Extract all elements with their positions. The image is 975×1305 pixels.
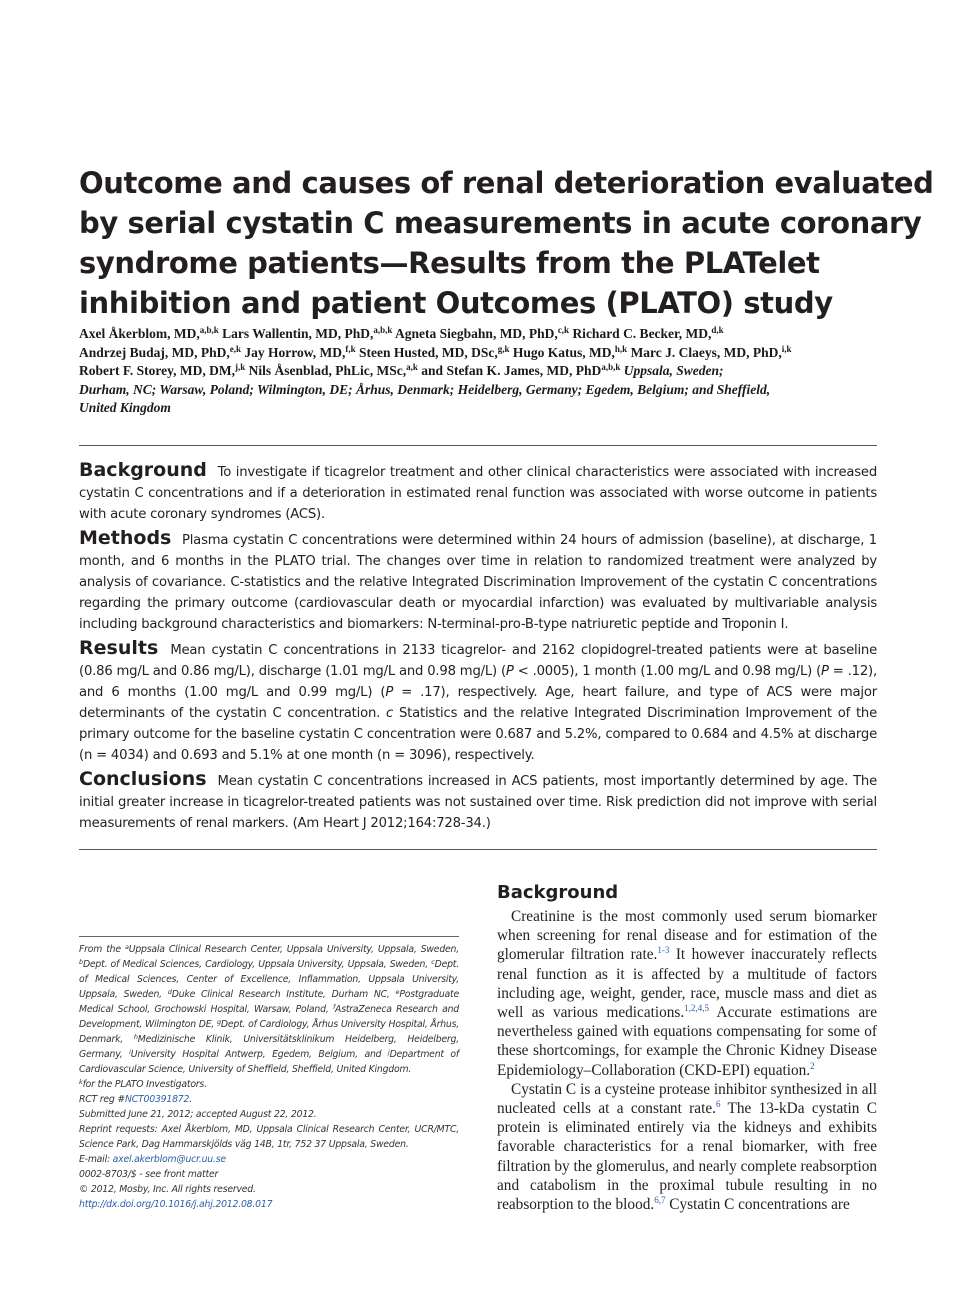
author-name: Agneta Siegbahn, MD, PhD, (395, 326, 558, 341)
abstract-bottom-rule (79, 849, 877, 850)
title-line: syndrome patients—Results from the PLATelet (79, 246, 820, 280)
body-paragraph (497, 1080, 877, 1214)
affiliation-mark: e,k (229, 343, 241, 354)
title-line: by serial cystatin C measurements in acute coronary (79, 206, 922, 240)
footnote-text: Dept. of Medical Sciences, Cardiology, Uppsala University, Uppsala, Sweden, (82, 959, 432, 970)
affiliation-mark: g,k (497, 343, 510, 354)
footnote-text: From the (79, 944, 125, 955)
body-paragraph (497, 907, 877, 1080)
abstract-heading: Methods (79, 527, 172, 549)
affiliation-mark: j,k (234, 362, 246, 372)
body-text (497, 907, 877, 1214)
footnote-text: AstraZeneca Research and Development, Wilmington DE, (79, 1004, 460, 1030)
citation-link[interactable]: 6 (715, 1099, 721, 1110)
email-link[interactable]: axel.akerblom@ucr.uu.se (112, 1154, 226, 1165)
footnote-mark: k (79, 1078, 83, 1086)
abstract-text: < .0005), 1 month (1.00 mg/L and 0.98 mg/L) ( (513, 664, 822, 679)
footnote-mark: a (124, 943, 129, 951)
author-line (79, 325, 879, 344)
footnote-text: Dept. of Medical Sciences, Center of Excellence, Inflammation, Uppsala University, Uppsala, Sweden, (79, 959, 459, 1000)
footnote-mark: j (387, 1048, 390, 1056)
c-statistic-symbol: c (386, 706, 394, 721)
title-line: Outcome and causes of renal deterioration evaluated (79, 166, 934, 200)
article-title (79, 163, 934, 323)
author-name: Jay Horrow, MD, (244, 344, 346, 360)
abstract-heading: Background (79, 459, 207, 481)
affiliation-text: Durham, NC; Warsaw, Poland; Wilmington, DE; Århus, Denmark; Heidelberg, Germany; Egedem, Belgium; and Sheffield, (79, 381, 771, 397)
footnote-mark: b (79, 958, 83, 966)
footnote-mark: h (133, 1033, 138, 1041)
issn-footnote: 0002-8703/$ - see front matter (79, 1169, 219, 1180)
affiliation-mark: a,b,k (601, 362, 621, 372)
affiliation-mark: a,b,k (199, 325, 219, 335)
abstract-text: = .12), and 6 months (1.00 mg/L and 0.99 mg/L) ( (79, 664, 877, 700)
abstract-text: Statistics and the relative Integrated Discrimination Improvement of the primary outcome for the baseline cystatin C concentration were 0.687 and 5.2%, compared to 0.684 and 4.5% at discharge (n = 4034) and 0.693 and 5.1% at one month (n = 3096), respectively. (79, 706, 877, 763)
author-name: Marc J. Claeys, MD, PhD, (630, 344, 782, 360)
investigators-footnote (79, 1077, 459, 1092)
footnote-rule (79, 936, 459, 937)
footnote-mark: e (395, 988, 400, 996)
p-value-symbol: P (385, 685, 394, 700)
author-name: Hugo Katus, MD, (512, 344, 615, 360)
submitted-footnote: Submitted June 21, 2012; accepted August 22, 2012. (79, 1109, 317, 1120)
author-line (79, 344, 879, 363)
footnotes (79, 942, 459, 1212)
abstract-heading: Conclusions (79, 768, 207, 790)
rct-footnote (79, 1092, 459, 1107)
abstract-text: Mean cystatin C concentrations increased in ACS patients, most importantly determined by age. The initial greater increase in ticagrelor-treated patients was not sustained over time. Risk prediction did not improve with serial measurements of renal markers. (Am Heart J 2012;164:728-34.) (79, 774, 877, 831)
footnote-text: Medizinische Klinik, Universitätsklinikum Heidelberg, Heidelberg, Germany, (79, 1034, 459, 1060)
affiliation-mark: h,k (614, 343, 628, 354)
author-name: Lars Wallentin, MD, PhD, (222, 326, 374, 341)
abstract-text: = .17), respectively. Age, heart failure, and type of ACS were major determinants of the cystatin C concentration. (79, 685, 877, 721)
abstract-text: Mean cystatin C concentrations in 2133 ticagrelor- and 2162 clopidogrel-treated patients were at baseline (0.86 mg/L and 0.86 mg/L), discharge (1.01 mg/L and 0.98 mg/L) ( (79, 643, 878, 679)
author-name: Robert F. Storey, MD, DM, (79, 363, 235, 378)
citation-link[interactable]: 6,7 (654, 1195, 666, 1206)
section-heading: Background (497, 882, 619, 903)
email-footnote (79, 1152, 459, 1167)
affiliation-mark: d,k (711, 325, 724, 335)
doi-link[interactable]: http://dx.doi.org/10.1016/j.ahj.2012.08.017 (79, 1199, 273, 1210)
affiliation-mark: a,b,k (373, 325, 393, 335)
body-sentence: Cystatin C is a cysteine protease inhibitor synthesized in all nucleated cells at a constant rate. (497, 1080, 877, 1118)
title-line: inhibition and patient Outcomes (PLATO) study (79, 286, 833, 320)
footnote-text: Duke Clinical Research Institute, Durham NC, (171, 989, 396, 1000)
footnote-text: RCT reg # (79, 1094, 125, 1105)
rct-link[interactable]: NCT00391872 (124, 1094, 190, 1105)
abstract-heading: Results (79, 637, 159, 659)
reprint-footnote: Reprint requests: Axel Åkerblom, MD, Uppsala Clinical Research Center, UCR/MTC, Science Park, Dag Hammarskjölds väg 14B, 1tr, 752 37 Uppsala, Sweden. (79, 1124, 459, 1150)
author-name: Nils Åsenblad, PhLic, MSc, (248, 363, 407, 378)
author-name: Steen Husted, MD, DSc, (359, 344, 498, 360)
footnote-mark: g (216, 1018, 221, 1026)
body-sentence: The 13-kDa cystatin C protein is eliminated entirely via the kidneys and exhibits favorable characteristics for a renal biomarker, with free filtration by the glomerulus, and nearly complete reabsorption and catabolism in the proximal tubule resulting in no reabsorption to the blood. (497, 1100, 877, 1214)
body-sentence: Cystatin C concentrations are (665, 1196, 850, 1214)
affiliations-footnote (79, 942, 459, 1077)
footnote-text: E-mail: (79, 1154, 113, 1165)
author-name: and Stefan K. James, MD, PhD (421, 363, 602, 378)
abstract-text: Plasma cystatin C concentrations were determined within 24 hours of admission (baseline), at discharge, 1 month, and 6 months in the PLATO trial. The changes over time in relation to randomized treatment were analyzed by analysis of covariance. C-statistics and the relative Integrated Discrimination Improvement of the cystatin C concentrations regarding the primary outcome (cardiovascular death or myocardial infarction) was evaluated by multivariable analysis including background characteristics and biomarkers: N-terminal-pro-B-type natriuretic peptide and Troponin I. (79, 533, 877, 632)
footnote-mark: i (129, 1048, 131, 1056)
p-value-symbol: P (505, 664, 514, 679)
citation-link[interactable]: 2 (810, 1060, 815, 1071)
footnote-text: for the PLATO Investigators. (82, 1079, 207, 1090)
footnote-text: . (189, 1094, 192, 1105)
p-value-symbol: P (821, 664, 829, 679)
abstract-results (79, 638, 877, 766)
footnote-mark: c (431, 958, 435, 966)
footnote-text: Uppsala Clinical Research Center, Uppsala University, Uppsala, Sweden, (128, 944, 459, 955)
footnote-mark: d (167, 988, 172, 996)
abstract-conclusions (79, 769, 877, 834)
author-list (79, 325, 879, 418)
affiliation-mark: f,k (345, 343, 356, 354)
author-name: Axel Åkerblom, MD, (79, 326, 200, 341)
footnote-text: Department of Cardiovascular Science, University of Sheffield, Sheffield, United Kingdom. (79, 1049, 459, 1075)
author-name: Andrzej Budaj, MD, PhD, (79, 344, 230, 360)
body-sentence: It however inaccurately reflects renal function as it is affected by a multitude of factors including age, weight, gender, race, muscle mass and diet as well as various medications. (497, 946, 877, 1022)
affiliation-mark: c,k (557, 325, 570, 335)
abstract (79, 460, 877, 837)
citation-link[interactable]: 1,2,4,5 (684, 1003, 709, 1014)
copyright-footnote: © 2012, Mosby, Inc. All rights reserved. (79, 1184, 256, 1195)
author-name: Richard C. Becker, MD, (572, 326, 712, 341)
abstract-background (79, 460, 877, 525)
body-sentence: Creatinine is the most commonly used serum biomarker when screening for renal disease and for estimation of the glomerular filtration rate. (497, 908, 877, 964)
abstract-top-rule (79, 445, 877, 446)
footnote-text: Dept. of Cardiology, Århus University Hospital, Århus, Denmark, (79, 1019, 459, 1045)
author-line (79, 362, 879, 381)
footnote-text: University Hospital Antwerp, Egedem, Belgium, and (130, 1049, 388, 1060)
affiliation-mark: a,k (406, 362, 418, 372)
affiliation-mark: i,k (781, 343, 792, 354)
abstract-methods (79, 528, 877, 635)
affiliation-text: United Kingdom (79, 400, 171, 415)
body-sentence: Accurate estimations are nevertheless gained with equations compensating for some of these shortcomings, for example the Chronic Kidney Disease Epidemiology–Collaboration (CKD-EPI) equation. (497, 1004, 877, 1079)
citation-link[interactable]: 1-3 (657, 945, 670, 956)
abstract-text: To investigate if ticagrelor treatment and other clinical characteristics were associated with increased cystatin C concentrations and if a deterioration in estimated renal function was associated with worse outcome in patients with acute coronary syndromes (ACS). (79, 465, 877, 522)
footnote-mark: f (332, 1003, 336, 1011)
footnote-text: Postgraduate Medical School, Grochowski Hospital, Warsaw, Poland, (79, 989, 459, 1015)
affiliation-text: Uppsala, Sweden; (623, 363, 724, 378)
